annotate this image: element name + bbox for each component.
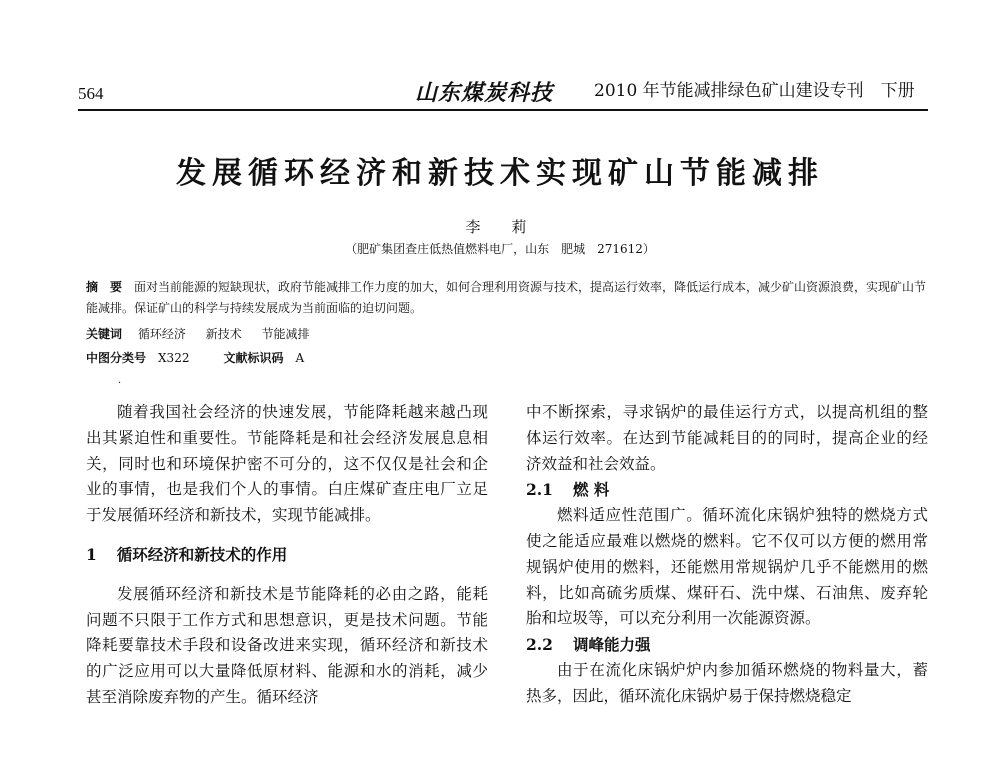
issue-title: 2010 年节能减排绿色矿山建设专刊 下册 — [594, 81, 915, 101]
keyword: 节能减排 — [261, 327, 310, 341]
header-rule — [78, 109, 928, 111]
keyword: 新技术 — [205, 327, 242, 341]
keyword: 循环经济 — [137, 327, 186, 341]
left-column — [86, 400, 488, 711]
abstract-label: 摘 要 — [86, 280, 123, 294]
subsection-number: 2.1 — [526, 480, 553, 500]
subsection-2-1-heading — [526, 477, 928, 503]
continued-paragraph: 中不断探索，寻求锅炉的最佳运行方式，以提高机组的整体运行效率。在达到节能减耗目的的同时，提高企业的经济效益和社会效益。 — [526, 403, 928, 473]
author-affiliation: （肥矿集团查庄低热值燃料电厂，山东 肥城 271612） — [345, 242, 655, 256]
abstract-text: 面对当前能源的短缺现状，政府节能减排工作力度的加大，如何合理利用资源与技术，提高运行效率，降低运行成本，减少矿山资源浪费，实现矿山节能减排。保证矿山的科学与持续发展成为当前面临的迫切问题。 — [86, 280, 927, 315]
doc-code-label: 文献标识码 — [223, 351, 284, 365]
section-1-paragraph: 发展循环经济和新技术是节能降耗的必由之路，能耗问题不只限于工作方式和思想意识，更是技术问题。节能降耗要靠技术手段和设备改进来实现，循环经济和新技术的广泛应用可以大量降低原材料、能源和水的消耗，减少甚至消除废弃物的产生。循环经济 — [86, 584, 488, 706]
class-label: 中图分类号 — [86, 351, 147, 365]
subsection-2-1-paragraph: 燃料适应性范围广。循环流化床锅炉独特的燃烧方式使之能适应最难以燃烧的燃料。它不仅可以方便的燃用常规锅炉使用的燃料，还能燃用常规锅炉几乎不能燃用的燃料，比如高硫劣质煤、煤矸石、洗中煤、石油焦、废弃轮胎和垃圾等，可以充分利用一次能源资源。 — [526, 506, 928, 628]
journal-logo: 山东煤炭科技 — [415, 80, 554, 106]
section-1-heading — [86, 542, 488, 568]
subsection-2-2-paragraph: 由于在流化床锅炉炉内参加循环燃烧的物料量大，蓄热多，因此，循环流化床锅炉易于保持燃烧稳定 — [526, 660, 928, 705]
keywords — [86, 325, 326, 342]
page-number: 564 — [78, 84, 104, 103]
separator-dot: · — [118, 378, 122, 389]
doc-code: A — [295, 351, 305, 365]
author-name: 李 莉 — [465, 218, 535, 236]
right-column — [526, 400, 928, 710]
subsection-title: 燃 料 — [572, 480, 610, 500]
section-number: 1 — [86, 544, 97, 564]
subsection-number: 2.2 — [526, 635, 553, 655]
keywords-label: 关键词 — [86, 327, 123, 341]
intro-paragraph: 随着我国社会经济的快速发展，节能降耗越来越凸现出其紧迫性和重要性。节能降耗是和社会经济发展息息相关，同时也和环境保护密不可分的，这不仅仅是社会和企业的事情，也是我们个人的事情。白庄煤矿查庄电厂立足于发展循环经济和新技术，实现节能减排。 — [86, 403, 488, 525]
abstract — [86, 277, 928, 319]
class-code: X322 — [158, 351, 190, 365]
subsection-2-2-heading — [526, 632, 928, 658]
subsection-title: 调峰能力强 — [572, 635, 651, 655]
article-title: 发展循环经济和新技术实现矿山节能减排 — [176, 156, 824, 191]
classification-info — [86, 349, 304, 366]
section-title: 循环经济和新技术的作用 — [116, 544, 288, 564]
